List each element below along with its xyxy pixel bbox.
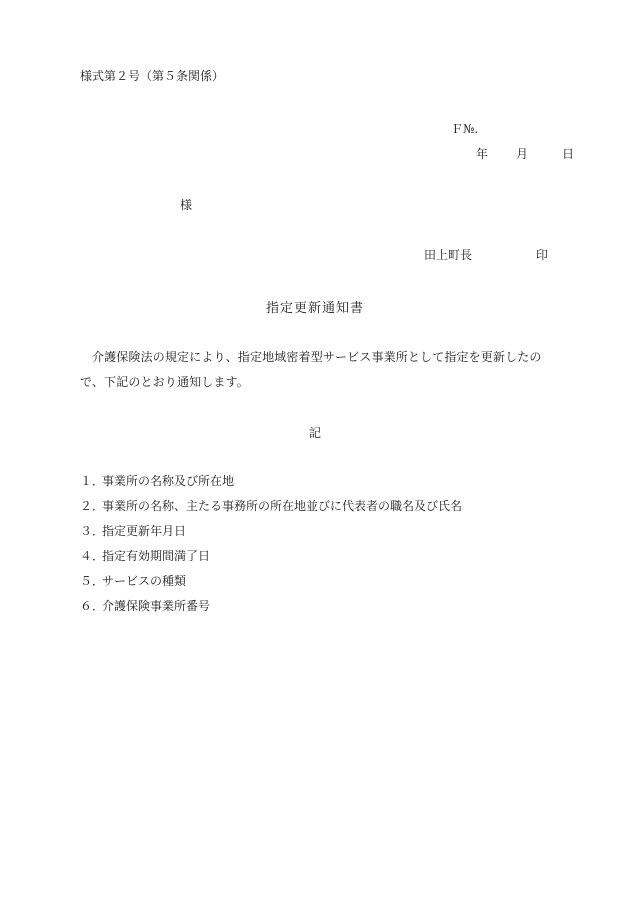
list-item bbox=[80, 547, 462, 572]
item-number: ３． bbox=[80, 524, 105, 538]
list-item bbox=[80, 472, 462, 497]
file-number-label: Ｆ№. bbox=[451, 122, 479, 136]
item-number: １． bbox=[80, 474, 105, 488]
document-title: 指定更新通知書 bbox=[265, 301, 364, 316]
item-text: サービスの種類 bbox=[102, 574, 187, 588]
item-text: 指定有効期間満了日 bbox=[102, 549, 211, 563]
item-number: ４． bbox=[80, 549, 105, 563]
list-item bbox=[80, 522, 462, 547]
item-number: ２． bbox=[80, 499, 105, 513]
item-text: 指定更新年月日 bbox=[102, 524, 187, 538]
list-item bbox=[80, 497, 462, 522]
item-number: ５． bbox=[80, 574, 105, 588]
item-text: 事業所の名称及び所在地 bbox=[102, 474, 235, 488]
form-number: 様式第２号（第５条関係） bbox=[80, 69, 225, 83]
list-item bbox=[80, 597, 462, 622]
ki-heading: 記 bbox=[308, 426, 321, 440]
seal-mark: 印 bbox=[536, 248, 549, 262]
sender-name: 田上町長 bbox=[424, 248, 473, 262]
item-number: ６． bbox=[80, 599, 105, 613]
sender bbox=[424, 246, 548, 263]
date-row bbox=[476, 145, 574, 162]
item-text: 事業所の名称、主たる事務所の所在地並びに代表者の職名及び氏名 bbox=[102, 499, 463, 513]
addressee-honorific: 様 bbox=[180, 198, 193, 212]
item-list bbox=[80, 472, 462, 622]
date-day-label: 日 bbox=[562, 147, 575, 161]
body-paragraph: 介護保険法の規定により、指定地域密着型サービス事業所として指定を更新したので、下記のとおり通知します。 bbox=[80, 350, 542, 389]
item-text: 介護保険事業所番号 bbox=[102, 599, 211, 613]
date-year-label: 年 bbox=[476, 147, 489, 161]
date-month-label: 月 bbox=[516, 147, 529, 161]
list-item bbox=[80, 572, 462, 597]
